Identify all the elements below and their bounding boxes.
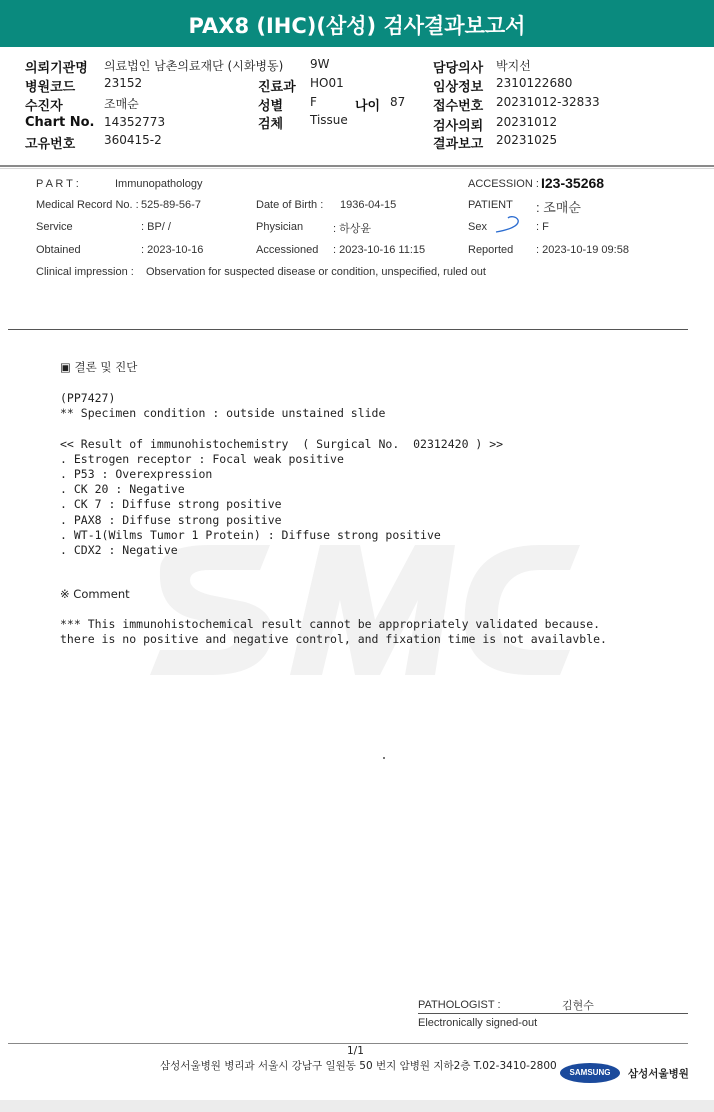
footer-divider xyxy=(8,1043,688,1044)
part-value: Immunopathology xyxy=(115,178,203,190)
header-divider xyxy=(0,165,714,167)
clinical-info-value: 2310122680 xyxy=(496,76,573,90)
dept-label: 진료과 xyxy=(258,80,296,95)
reported-label: Reported xyxy=(468,244,514,256)
accession-label: ACCESSION : xyxy=(468,178,539,190)
clinical-impression-label: Clinical impression : xyxy=(36,266,134,278)
diagnosis-line: . WT-1(Wilms Tumor 1 Protein) : Diffuse strong positive xyxy=(60,527,441,542)
diagnosis-line: . PAX8 : Diffuse strong positive xyxy=(60,512,282,527)
pathologist-label: PATHOLOGIST : xyxy=(418,999,501,1011)
receipt-value: 20231012-32833 xyxy=(496,95,600,109)
hospital-name: 삼성서울병원 xyxy=(628,1068,689,1080)
dept-value: HO01 xyxy=(310,76,344,90)
dob-value: 1936-04-15 xyxy=(340,199,397,211)
service-label: Service xyxy=(36,221,73,233)
patient-value: 조매순 xyxy=(104,97,139,111)
physician-value: : 하상윤 xyxy=(333,223,371,235)
comment-title: ※ Comment xyxy=(60,587,130,601)
page-number: 1/1 xyxy=(347,1045,364,1057)
obtained-label: Obtained xyxy=(36,244,81,256)
pathologist-value: 김현수 xyxy=(562,1000,594,1012)
comment-line-2: there is no positive and negative control, and fixation time is not availavble. xyxy=(60,632,607,646)
report-title-banner xyxy=(0,0,714,47)
request-label: 검사의뢰 xyxy=(433,119,484,134)
age-label: 나이 xyxy=(355,99,381,114)
report-title: PAX8 (IHC)(삼성) 검사결과보고서 xyxy=(188,14,526,38)
patient-label: 수진자 xyxy=(25,99,63,114)
result-label: 결과보고 xyxy=(433,137,484,152)
service-value: : BP/ / xyxy=(141,221,171,233)
comment-line-1: *** This immunohistochemical result cannot be appropriately validated because. xyxy=(60,617,601,631)
obtained-value: : 2023-10-16 xyxy=(141,244,204,256)
header-info-block xyxy=(0,49,714,165)
ward-value: 9W xyxy=(310,57,330,71)
hospital-code-value: 23152 xyxy=(104,76,143,90)
diagnosis-line: . CK 20 : Negative xyxy=(60,482,185,497)
pen-mark-icon xyxy=(494,214,528,234)
header-divider-light xyxy=(0,168,714,169)
diagnosis-line: << Result of immunohistochemistry ( Surgical No. 02312420 ) >> xyxy=(60,436,504,451)
result-value: 20231025 xyxy=(496,133,558,147)
diagnosis-line: . CDX2 : Negative xyxy=(60,543,178,557)
speck xyxy=(383,757,385,759)
part-label: P A R T : xyxy=(36,178,79,190)
receipt-label: 접수번호 xyxy=(433,99,484,114)
requester-value: 의료법인 남촌의료재단 (시화병동) xyxy=(104,59,284,73)
footer-address: 삼성서울병원 병리과 서울시 강남구 일원동 50 번지 암병원 지하2층 T.02-3410-2800 xyxy=(160,1060,557,1072)
mrn-label: Medical Record No. : xyxy=(36,199,139,211)
mrn-value: 525-89-56-7 xyxy=(141,199,201,211)
hospital-code-label: 병원코드 xyxy=(25,80,76,95)
diagnosis-line: . P53 : Overexpression xyxy=(60,467,213,481)
signature-line xyxy=(418,1013,688,1014)
diagnosis-line: ** Specimen condition : outside unstained slide xyxy=(60,406,386,421)
doctor-label: 담당의사 xyxy=(433,61,484,76)
bottom-margin xyxy=(0,1100,714,1112)
chart-label: Chart No. xyxy=(25,115,95,130)
report-sex-label: Sex xyxy=(468,221,487,233)
specimen-value: Tissue xyxy=(310,113,348,127)
signed-out-text: Electronically signed-out xyxy=(418,1017,538,1029)
sex-label: 성별 xyxy=(258,99,284,114)
smc-watermark-icon xyxy=(150,540,590,680)
report-patient-value: : 조매순 xyxy=(536,200,581,215)
unique-value: 360415-2 xyxy=(104,133,162,147)
samsung-logo-icon xyxy=(560,1063,620,1083)
specimen-label: 검체 xyxy=(258,117,284,132)
reported-value: : 2023-10-19 09:58 xyxy=(536,244,629,256)
report-info-divider xyxy=(8,329,688,330)
unique-label: 고유번호 xyxy=(25,137,76,152)
request-value: 20231012 xyxy=(496,115,558,129)
doctor-value: 박지선 xyxy=(496,59,531,73)
sex-value: F xyxy=(310,95,317,109)
diagnosis-line: (PP7427) xyxy=(60,391,116,405)
diagnosis-line: . CK 7 : Diffuse strong positive xyxy=(60,497,282,512)
samsung-logo-text: SAMSUNG xyxy=(569,1068,611,1077)
clinical-info-label: 임상정보 xyxy=(433,80,484,95)
report-sex-value: : F xyxy=(536,221,549,233)
accessioned-label: Accessioned xyxy=(256,244,319,256)
clinical-impression-value: Observation for suspected disease or condition, unspecified, ruled out xyxy=(146,266,486,278)
chart-value: 14352773 xyxy=(104,115,166,129)
diagnosis-line: . Estrogen receptor : Focal weak positive xyxy=(60,451,344,466)
accession-value: I23-35268 xyxy=(541,175,605,191)
age-value: 87 xyxy=(390,95,406,109)
dob-label: Date of Birth : xyxy=(256,199,324,211)
requester-label: 의뢰기관명 xyxy=(25,61,88,76)
section-title: ▣ 결론 및 진단 xyxy=(60,360,138,374)
report-patient-label: PATIENT xyxy=(468,199,513,211)
physician-label: Physician xyxy=(256,221,304,233)
accessioned-value: : 2023-10-16 11:15 xyxy=(333,244,426,256)
